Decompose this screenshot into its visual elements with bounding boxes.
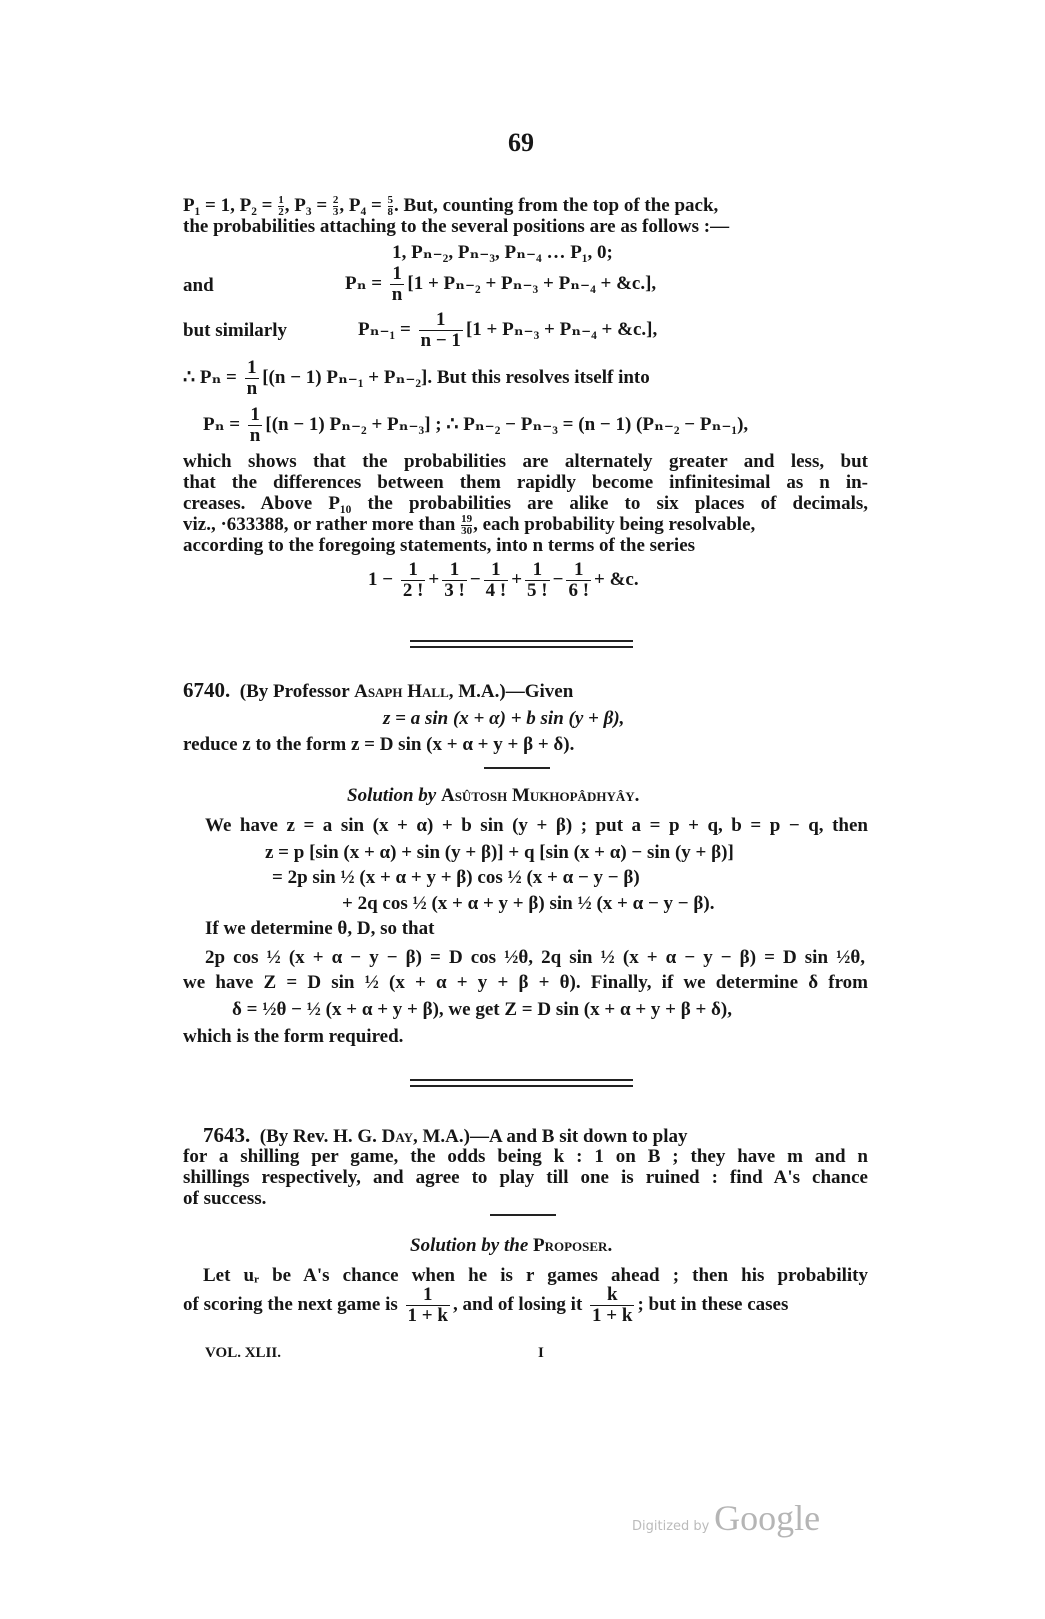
text-run: Pₙ = bbox=[345, 272, 387, 294]
paragraph-line: according to the foregoing statements, into n terms of the series bbox=[183, 535, 696, 556]
text-run: the probabilities attaching to the several positions are as follows :— bbox=[183, 216, 730, 237]
text-run: viz., ·633388, or rather more than bbox=[183, 514, 461, 535]
equation bbox=[160, 242, 845, 263]
series-equation bbox=[368, 560, 639, 601]
text-run: + bbox=[511, 568, 523, 590]
text-run: ; but in these cases bbox=[637, 1293, 789, 1315]
question-number: 7643. bbox=[203, 1123, 251, 1147]
text-run: 1 − bbox=[368, 568, 398, 590]
solution-heading bbox=[347, 785, 639, 806]
denominator: 3 bbox=[332, 206, 339, 219]
equation: = 2p sin ½ (x + α + y + β) cos ½ (x + α − y − β) bbox=[272, 867, 640, 888]
text-line: which is the form required. bbox=[183, 1026, 404, 1047]
solution-label: Solution by bbox=[347, 785, 437, 806]
text-line: shillings respectively, and agree to play till one is ruined : find A's chance bbox=[183, 1167, 868, 1188]
text-line: of success. bbox=[183, 1188, 267, 1209]
text-line: reduce z to the form z = D sin (x + α + y + β + δ). bbox=[183, 734, 575, 755]
numerator: 1 bbox=[573, 559, 584, 580]
fraction bbox=[248, 405, 263, 446]
section-divider bbox=[410, 1079, 633, 1087]
numerator: 1 bbox=[408, 559, 418, 580]
watermark-prefix: Digitized by bbox=[632, 1519, 710, 1534]
page-number: 69 bbox=[508, 128, 534, 157]
fraction bbox=[484, 560, 509, 601]
denominator: 1 + k bbox=[592, 1304, 633, 1326]
text-run: and bbox=[183, 275, 214, 296]
numerator: 1 bbox=[532, 559, 543, 580]
numerator: 1 bbox=[247, 357, 257, 378]
fraction bbox=[442, 560, 467, 601]
text-run: + &c. bbox=[594, 568, 639, 590]
numerator: 2 bbox=[332, 194, 339, 207]
header-text: , M.A.)—A and B sit down to play bbox=[412, 1126, 688, 1147]
fraction bbox=[566, 560, 591, 601]
fraction bbox=[390, 264, 405, 305]
text-line bbox=[183, 216, 868, 237]
text-run: , P₃ = bbox=[284, 195, 332, 216]
numerator: 1 bbox=[422, 1284, 433, 1305]
question-number: 6740. bbox=[183, 678, 231, 702]
fraction bbox=[388, 195, 394, 218]
text-line: If we determine θ, D, so that bbox=[205, 918, 435, 939]
digitized-by-google-watermark bbox=[632, 1497, 820, 1539]
fraction bbox=[333, 195, 339, 218]
numerator: 19 bbox=[461, 513, 473, 526]
fraction bbox=[406, 1285, 450, 1326]
text-run: , and of losing it bbox=[452, 1293, 588, 1315]
author-name: Day bbox=[381, 1126, 413, 1147]
rule bbox=[484, 767, 550, 769]
text-run: ∴ Pₙ = bbox=[183, 366, 242, 388]
equation bbox=[358, 310, 657, 351]
text-line: we have Z = D sin ½ (x + α + y + β + θ). Finally, if we determine δ from bbox=[183, 972, 868, 993]
question-header bbox=[203, 1125, 868, 1147]
numerator: 1 bbox=[491, 559, 501, 580]
solver-name: Proposer. bbox=[533, 1235, 613, 1256]
numerator: k bbox=[606, 1284, 618, 1305]
equation: 2p cos ½ (x + α − y − β) = D cos ½θ, 2q sin ½ (x + α − y − β) = D sin ½θ, bbox=[205, 947, 865, 968]
text-run: − bbox=[469, 568, 481, 590]
text-run: [1 + Pₙ₋₃ + Pₙ₋₄ + &c.], bbox=[465, 318, 658, 340]
denominator: 4 ! bbox=[485, 579, 507, 601]
numerator: 1 bbox=[435, 309, 446, 330]
denominator: 1 + k bbox=[407, 1304, 448, 1326]
fraction bbox=[590, 1285, 634, 1326]
text-line bbox=[183, 1285, 868, 1326]
text-run: − bbox=[552, 568, 564, 590]
header-text: (By Rev. H. G. bbox=[259, 1126, 382, 1147]
text-run: Pₙ₋₁ = bbox=[358, 318, 416, 340]
paragraph-line bbox=[183, 514, 868, 537]
signature-mark: I bbox=[538, 1345, 544, 1361]
denominator: 5 ! bbox=[527, 579, 548, 601]
text-line: We have z = a sin (x + α) + b sin (y + β) ; put a = p + q, b = p − q, then bbox=[205, 815, 868, 836]
numerator: 1 bbox=[278, 194, 284, 207]
text-run: 1, Pₙ₋₂, Pₙ₋₃, Pₙ₋₄ … P₁, 0; bbox=[392, 242, 613, 263]
header-text: , M.A.)—Given bbox=[448, 681, 574, 702]
denominator: 2 ! bbox=[402, 579, 424, 601]
denominator: 2 bbox=[278, 206, 284, 219]
text-run: of scoring the next game is bbox=[183, 1293, 403, 1315]
paragraph-line: creases. Above P₁₀ the probabilities are alike to six places of decimals, bbox=[183, 493, 868, 514]
fraction bbox=[245, 358, 260, 399]
text-line: Let uᵣ be A's chance when he is r games ahead ; then his probability bbox=[203, 1265, 868, 1286]
text-line: for a shilling per game, the odds being k : 1 on B ; they have m and n bbox=[183, 1146, 868, 1167]
denominator: 3 ! bbox=[444, 579, 465, 601]
equation: z = a sin (x + α) + b sin (y + β), bbox=[383, 708, 625, 729]
numerator: 1 bbox=[449, 559, 460, 580]
text-run: [1 + Pₙ₋₂ + Pₙ₋₃ + Pₙ₋₄ + &c.], bbox=[407, 272, 657, 294]
equation: z = p [sin (x + α) + sin (y + β)] + q [sin (x + α) − sin (y + β)] bbox=[265, 842, 734, 863]
text-run: P₁ = 1, P₂ = bbox=[183, 195, 278, 216]
fraction bbox=[401, 560, 426, 601]
google-logo: Google bbox=[714, 1498, 821, 1538]
fraction bbox=[419, 310, 463, 351]
text-run: + bbox=[428, 568, 440, 590]
denominator: n − 1 bbox=[420, 329, 461, 351]
section-divider bbox=[410, 640, 633, 648]
text-run: but similarly bbox=[183, 320, 287, 341]
rule bbox=[490, 1214, 556, 1216]
text-run: , P₄ = bbox=[339, 195, 387, 216]
solution-heading bbox=[410, 1235, 612, 1256]
paragraph-line: which shows that the probabilities are alternately greater and less, but bbox=[183, 451, 868, 472]
equation: + 2q cos ½ (x + α + y + β) sin ½ (x + α − y − β). bbox=[342, 893, 715, 914]
fraction bbox=[461, 514, 472, 537]
numerator: 5 bbox=[387, 194, 394, 207]
question-header bbox=[183, 680, 868, 702]
denominator: 6 ! bbox=[568, 579, 590, 601]
header-text: (By Professor bbox=[239, 681, 355, 702]
fraction bbox=[278, 195, 284, 218]
text-line bbox=[183, 195, 868, 218]
paragraph-line: that the differences between them rapidly become infinitesimal as n in- bbox=[183, 472, 868, 493]
denominator: 8 bbox=[387, 206, 394, 219]
equation bbox=[345, 264, 656, 305]
author-name: Asaph Hall bbox=[354, 681, 449, 702]
text-run: , each probability being resolvable, bbox=[473, 514, 756, 535]
text-run: . But, counting from the top of the pack, bbox=[394, 195, 719, 216]
denominator: 30 bbox=[461, 525, 473, 538]
text-run: [(n − 1) Pₙ₋₂ + Pₙ₋₃] ; ∴ Pₙ₋₂ − Pₙ₋₃ = (n − 1) (Pₙ₋₂ − Pₙ₋₁), bbox=[265, 413, 749, 435]
volume-label: VOL. XLII. bbox=[205, 1345, 281, 1361]
denominator: n bbox=[391, 283, 403, 305]
numerator: 1 bbox=[250, 404, 260, 425]
equation bbox=[183, 358, 650, 399]
solver-name: Asûtosh Mukhopâdhyây. bbox=[440, 785, 640, 806]
equation bbox=[203, 405, 748, 446]
numerator: 1 bbox=[392, 263, 402, 284]
fraction bbox=[525, 560, 550, 601]
text-run: [(n − 1) Pₙ₋₁ + Pₙ₋₂]. But this resolves itself into bbox=[262, 366, 650, 388]
denominator: n bbox=[246, 377, 258, 399]
equation: δ = ½θ − ½ (x + α + y + β), we get Z = D sin (x + α + y + β + δ), bbox=[232, 999, 732, 1020]
text-run: Pₙ = bbox=[203, 413, 245, 435]
solution-label: Solution by the bbox=[410, 1235, 529, 1256]
denominator: n bbox=[249, 424, 261, 446]
